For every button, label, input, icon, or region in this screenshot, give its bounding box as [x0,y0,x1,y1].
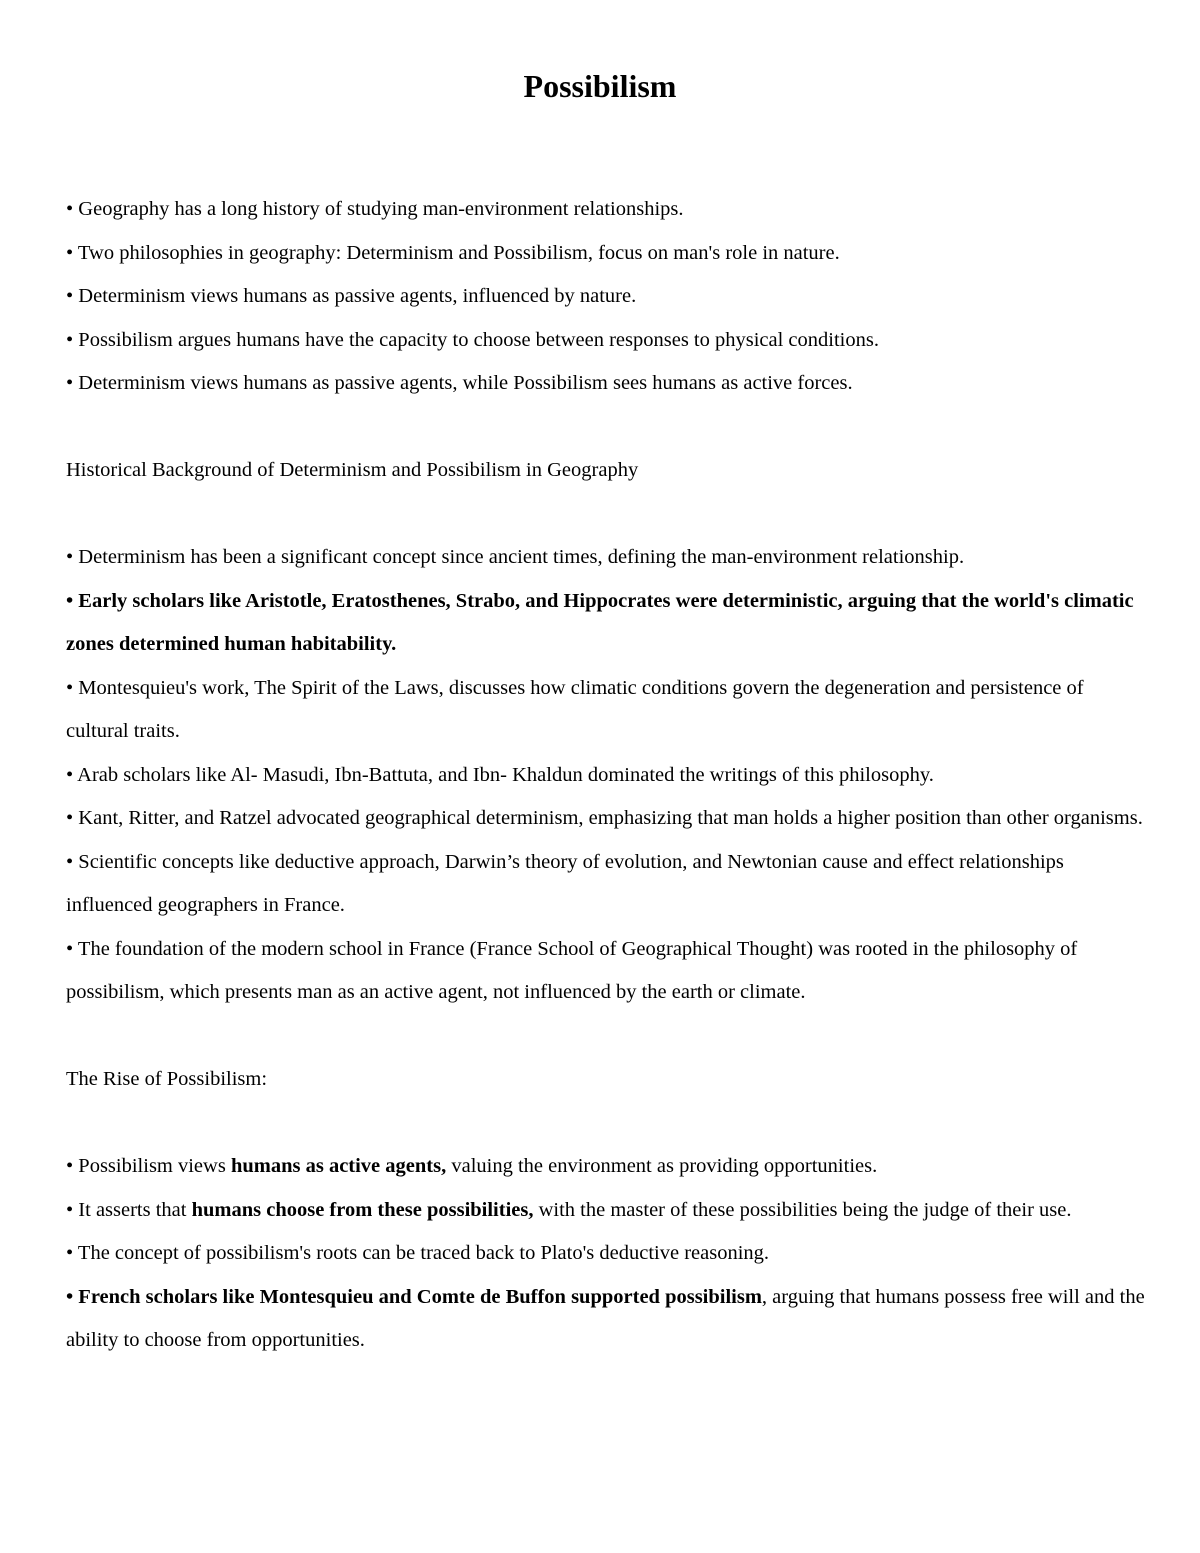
history-bullet-2 [66,580,1146,667]
rise-bullet-1 [66,1145,1146,1189]
rise-bullet-4-bold: • French scholars like Montesquieu and Comte de Buffon supported possibilism [66,1285,762,1308]
rise-bullet-2-bold: humans choose from these possibilities, [191,1198,534,1221]
rise-bullet-1-pre: • Possibilism views [66,1155,231,1177]
history-bullet-2-bold: • Early scholars like Aristotle, Eratosthenes, Strabo, and Hippocrates were deterministic, arguing that the world's climatic zones determined human habitability. [66,589,1134,655]
page-title: Possibilism [523,68,677,104]
intro-bullet-1: • Geography has a long history of studying man-environment relationships. [66,198,684,220]
intro-bullet-5: • Determinism views humans as passive agents, while Possibilism sees humans as active forces. [66,372,853,394]
rise-bullet-1-bold: humans as active agents, [230,1155,447,1177]
rise-bullet-3: • The concept of possibilism's roots can be traced back to Plato's deductive reasoning. [66,1242,770,1264]
document-body [66,188,1146,1363]
history-bullet-1: • Determinism has been a significant concept since ancient times, defining the man-environment relationship. [66,546,965,568]
history-bullet-6: • Scientific concepts like deductive approach, Darwin’s theory of evolution, and Newtonian cause and effect relationships influenced geographers in France. [66,850,1064,916]
intro-bullet-4: • Possibilism argues humans have the capacity to choose between responses to physical conditions. [66,328,879,351]
intro-bullet-2: • Two philosophies in geography: Determinism and Possibilism, focus on man's role in nature. [66,241,840,264]
rise-bullet-4-post: , arguing that humans possess free will and the ability to choose from opportunities. [66,1285,1145,1351]
history-bullet-3: • Montesquieu's work, The Spirit of the Laws, discusses how climatic conditions govern the degeneration and persistence of cultural traits. [66,676,1084,742]
rise-bullet-2 [66,1189,1146,1233]
history-bullet-7: • The foundation of the modern school in France (France School of Geographical Thought) was rooted in the philosophy of possibilism, which presents man as an active agent, not influenced by the earth or climate. [66,937,1078,1003]
rise-bullet-4 [66,1276,1146,1363]
history-heading: Historical Background of Determinism and Possibilism in Geography [66,459,639,481]
rise-bullet-1-post: valuing the environment as providing opportunities. [446,1155,878,1177]
rise-bullet-2-pre: • It asserts that [66,1198,192,1221]
history-bullet-4: • Arab scholars like Al- Masudi, Ibn-Battuta, and Ibn- Khaldun dominated the writings of this philosophy. [66,763,934,786]
history-bullet-5: • Kant, Ritter, and Ratzel advocated geographical determinism, emphasizing that man holds a higher position than other organisms. [66,807,1143,829]
rise-bullet-2-post: with the master of these possibilities being the judge of their use. [533,1198,1072,1221]
rise-heading: The Rise of Possibilism: [66,1068,268,1090]
intro-bullet-3: • Determinism views humans as passive agents, influenced by nature. [66,285,637,307]
